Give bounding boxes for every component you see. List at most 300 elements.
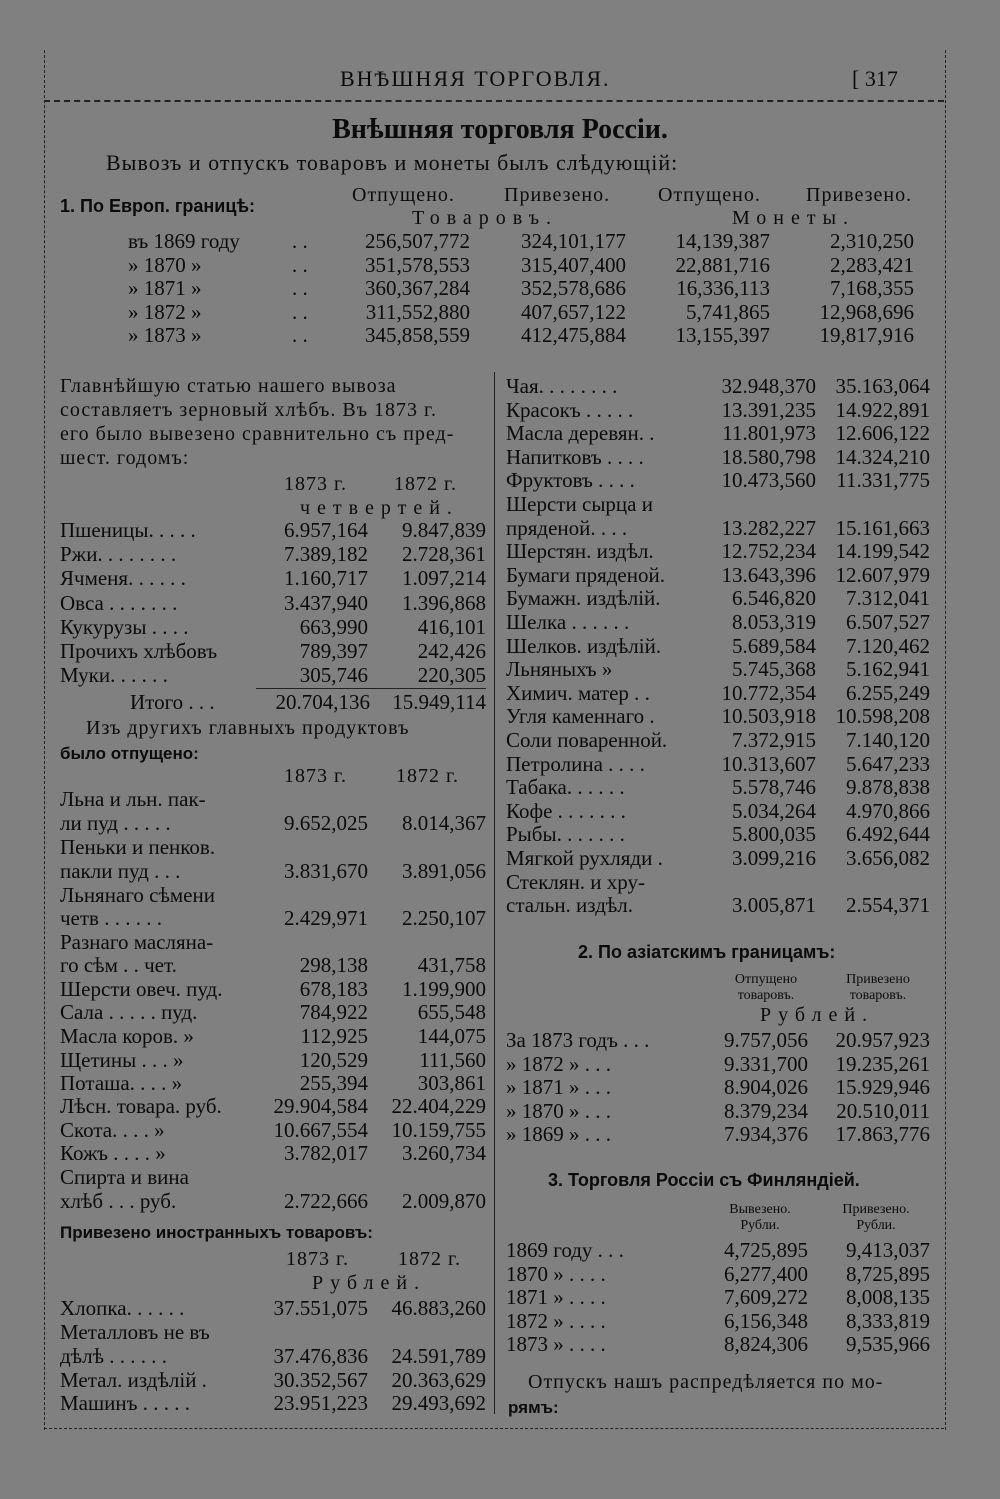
import-1873: 10.313,607 bbox=[721, 751, 816, 776]
other-row bbox=[60, 1071, 486, 1095]
out-cell: 9.757,056 bbox=[724, 1028, 808, 1052]
other-1872: 303,861 bbox=[417, 1071, 486, 1095]
import-1873: 10.473,560 bbox=[721, 468, 816, 493]
other-1873: 9.652,025 bbox=[284, 811, 368, 835]
import-label: Метал. издѣлій . bbox=[60, 1368, 207, 1392]
other-1872: 3.260,734 bbox=[402, 1141, 486, 1165]
leader-dots: . . bbox=[292, 252, 308, 277]
import-label: Кофе . . . . . . . bbox=[506, 798, 626, 823]
import-label: Мягкой рухляди . bbox=[506, 846, 663, 870]
year-cell: 1870 » . . . . bbox=[506, 1261, 606, 1286]
grain-row bbox=[60, 542, 486, 566]
grain-row bbox=[60, 518, 486, 542]
grain-total-row bbox=[130, 690, 486, 714]
import-1873: 13.282,227 bbox=[721, 515, 816, 540]
out-cell: 6,156,348 bbox=[724, 1308, 808, 1333]
other-1873: 2.429,971 bbox=[284, 906, 368, 930]
coin-out-cell: 13,155,397 bbox=[675, 323, 770, 348]
import-1872: 7.312,041 bbox=[846, 586, 930, 611]
year-cell: » 1873 » bbox=[128, 323, 202, 348]
s2-col-in bbox=[828, 972, 928, 1004]
right-import-row bbox=[506, 445, 930, 469]
section3-row bbox=[506, 1332, 930, 1356]
year-cell: » 1869 » . . . bbox=[506, 1122, 611, 1147]
other-intro-2: было отпущено: bbox=[60, 744, 199, 763]
import-label: Шелка . . . . . . bbox=[506, 610, 630, 634]
right-import-row bbox=[506, 799, 930, 823]
right-import-row bbox=[506, 492, 930, 516]
other-label: Поташа. . . . » bbox=[60, 1071, 183, 1095]
import-1873: 13.391,235 bbox=[721, 397, 816, 422]
other-1873: 255,394 bbox=[299, 1071, 368, 1095]
total-label: Итого . . . bbox=[130, 690, 215, 714]
other-label: Льна и льн. пак- bbox=[60, 787, 206, 811]
section1-row bbox=[60, 276, 940, 300]
other-label: Масла коров. » bbox=[60, 1024, 194, 1048]
in-cell: 20.510,011 bbox=[836, 1098, 930, 1123]
s1-col-coin-out: Отпущено. bbox=[658, 184, 761, 206]
grain-label: Ржи. . . . . . . . bbox=[60, 542, 177, 567]
import-1873: 11.801,973 bbox=[722, 421, 816, 446]
right-import-row bbox=[506, 728, 930, 752]
import-1873: 12.752,234 bbox=[721, 539, 816, 564]
closing-line-1: Отпускъ нашъ распредѣляется по мо- bbox=[528, 1371, 884, 1393]
coin-in-cell: 12,968,696 bbox=[819, 299, 914, 324]
intro-line: Главнѣйшую статью нашего вывоза bbox=[60, 375, 397, 397]
section2-row bbox=[506, 1122, 930, 1146]
import-1872: 12.607,979 bbox=[835, 562, 930, 587]
leader-dots: . . bbox=[292, 229, 308, 253]
other-row bbox=[60, 930, 486, 954]
goods-out-cell: 311,552,880 bbox=[365, 299, 470, 324]
other-1873: 10.667,554 bbox=[273, 1118, 368, 1142]
s3-col-out-line: Вывезено. bbox=[729, 1202, 791, 1217]
year-cell: 1869 году . . . bbox=[506, 1238, 624, 1262]
left-import-row bbox=[60, 1320, 486, 1344]
other-label: Сала . . . . . пуд. bbox=[60, 1000, 198, 1024]
import-label: Шерстян. издѣл. bbox=[506, 539, 654, 564]
import-1872: 6.492,644 bbox=[846, 822, 930, 847]
other-1873: 3.831,670 bbox=[284, 859, 368, 883]
right-import-row bbox=[506, 704, 930, 728]
right-import-row bbox=[506, 539, 930, 563]
import-label: Хлопка. . . . . . bbox=[60, 1296, 185, 1320]
in-cell: 15.929,946 bbox=[835, 1075, 930, 1100]
import-label: Шелков. издѣлій. bbox=[506, 633, 662, 658]
right-import-row bbox=[506, 563, 930, 587]
left-import-row bbox=[60, 1296, 486, 1320]
intro-line: шест. годомъ: bbox=[60, 447, 190, 469]
import-1872: 46.883,260 bbox=[391, 1296, 486, 1320]
import-label: Чая. . . . . . . . bbox=[506, 374, 618, 398]
grain-1873: 6.957,164 bbox=[284, 518, 368, 542]
other-row bbox=[60, 1048, 486, 1072]
other-1872: 8.014,367 bbox=[402, 811, 486, 835]
grain-1873: 3.437,940 bbox=[284, 590, 368, 615]
other-label: Кожъ . . . . » bbox=[60, 1141, 166, 1165]
import-label: Соли поваренной. bbox=[506, 728, 668, 752]
out-cell: 7.934,376 bbox=[724, 1122, 808, 1147]
right-import-row bbox=[506, 893, 930, 917]
year-cell: » 1872 » . . . bbox=[506, 1051, 611, 1076]
import-label: Шерсти сырца и bbox=[506, 492, 653, 516]
import-1872: 20.363,629 bbox=[391, 1368, 486, 1392]
other-row bbox=[60, 883, 486, 907]
other-label: пакли пуд . . . bbox=[60, 859, 181, 883]
import-1873: 3.005,871 bbox=[732, 893, 816, 918]
import-1872: 14.199,542 bbox=[835, 539, 930, 564]
import-1873: 5.578,746 bbox=[732, 775, 816, 800]
section2-row bbox=[506, 1075, 930, 1099]
column-divider bbox=[494, 372, 495, 1414]
in-cell: 17.863,776 bbox=[835, 1122, 930, 1147]
import-1873: 5.745,368 bbox=[732, 657, 816, 682]
grain-label: Прочихъ хлѣбовъ bbox=[60, 639, 218, 663]
leader-dots: . . bbox=[292, 323, 308, 348]
s2-col-out-line: Отпущено bbox=[734, 972, 798, 987]
other-label: Лѣсн. товара. руб. bbox=[60, 1094, 222, 1118]
grain-1873: 663,990 bbox=[299, 614, 368, 639]
import-label: Стеклян. и хру- bbox=[506, 869, 646, 894]
import-1872: 7.120,462 bbox=[846, 633, 930, 658]
other-row bbox=[60, 811, 486, 835]
section1-row bbox=[60, 323, 940, 347]
other-1872: 22.404,229 bbox=[391, 1094, 486, 1118]
other-row bbox=[60, 1165, 486, 1189]
total-rule bbox=[256, 688, 486, 689]
s1-col-goods-out: Отпущено. bbox=[352, 184, 455, 206]
other-intro-1: Изъ другихъ главныхъ продуктовъ bbox=[86, 717, 410, 739]
import-label: Машинъ . . . . . bbox=[60, 1391, 190, 1415]
coin-out-cell: 22,881,716 bbox=[675, 252, 770, 277]
leader-dots: . . bbox=[292, 299, 308, 324]
grain-1872: 1.097,214 bbox=[402, 566, 486, 591]
grain-col-1873: 1873 г. bbox=[284, 473, 347, 495]
import-unit: Рублей. bbox=[312, 1272, 427, 1294]
closing-line-2: рямъ: bbox=[508, 1398, 559, 1417]
other-1872: 10.159,755 bbox=[391, 1118, 486, 1142]
other-1872: 2.009,870 bbox=[402, 1189, 486, 1213]
s2-col-out bbox=[716, 972, 816, 1004]
right-import-row bbox=[506, 775, 930, 799]
other-1873: 678,183 bbox=[299, 977, 368, 1001]
section2-row bbox=[506, 1028, 930, 1052]
import-intro bbox=[60, 1220, 373, 1245]
grain-1873: 305,746 bbox=[299, 663, 368, 688]
in-cell: 8,008,135 bbox=[846, 1285, 930, 1310]
page-number: [ 317 bbox=[852, 66, 898, 91]
import-label: Бумаги пряденой. bbox=[506, 562, 665, 587]
closing-text bbox=[528, 1370, 883, 1394]
grain-1872: 2.728,361 bbox=[402, 542, 486, 567]
other-row bbox=[60, 1000, 486, 1024]
left-import-row bbox=[60, 1391, 486, 1415]
section3-row bbox=[506, 1262, 930, 1286]
import-label: Фруктовъ . . . . bbox=[506, 468, 635, 493]
grain-row bbox=[60, 639, 486, 663]
import-label: дѣлѣ . . . . . . bbox=[60, 1344, 167, 1368]
grain-1872: 1.396,868 bbox=[402, 590, 486, 615]
other-row bbox=[60, 787, 486, 811]
import-1873: 5.689,584 bbox=[732, 633, 816, 658]
year-cell: 1873 » . . . . bbox=[506, 1332, 606, 1357]
header-rule bbox=[44, 100, 944, 102]
import-1873: 8.053,319 bbox=[732, 610, 816, 634]
other-row bbox=[60, 859, 486, 883]
right-import-row bbox=[506, 586, 930, 610]
section3-row bbox=[506, 1238, 930, 1262]
import-1873: 10.503,918 bbox=[721, 704, 816, 729]
import-label: пряденой. . . . bbox=[506, 515, 628, 540]
grain-row bbox=[60, 566, 486, 590]
year-cell: » 1870 » . . . bbox=[506, 1098, 611, 1123]
import-label: Химич. матер . . bbox=[506, 680, 650, 705]
import-label: стальн. издѣл. bbox=[506, 893, 634, 918]
import-label: Угля каменнаго . bbox=[506, 704, 655, 729]
other-1873: 3.782,017 bbox=[284, 1141, 368, 1165]
import-1873: 3.099,216 bbox=[732, 846, 816, 870]
other-label: Шерсти овеч. пуд. bbox=[60, 977, 223, 1001]
coin-in-cell: 7,168,355 bbox=[830, 276, 914, 301]
import-label: Петролина . . . . bbox=[506, 751, 645, 776]
right-import-row bbox=[506, 822, 930, 846]
year-cell: 1872 » . . . . bbox=[506, 1308, 606, 1333]
other-label: Разнаго масляна- bbox=[60, 930, 214, 954]
out-cell: 8.379,234 bbox=[724, 1098, 808, 1123]
right-import-row bbox=[506, 870, 930, 894]
out-cell: 7,609,272 bbox=[724, 1285, 808, 1310]
other-row bbox=[60, 1189, 486, 1213]
section1-row bbox=[60, 253, 940, 277]
other-1872: 3.891,056 bbox=[402, 859, 486, 883]
coin-in-cell: 2,310,250 bbox=[830, 229, 914, 253]
import-1873: 32.948,370 bbox=[721, 374, 816, 398]
other-row bbox=[60, 1024, 486, 1048]
running-title: ВНѢШНЯЯ ТОРГОВЛЯ. bbox=[340, 66, 611, 91]
right-import-row bbox=[506, 398, 930, 422]
import-1873: 23.951,223 bbox=[273, 1391, 368, 1415]
other-1872: 144,075 bbox=[417, 1024, 486, 1048]
year-cell: За 1873 годъ . . . bbox=[506, 1028, 650, 1052]
right-import-row bbox=[506, 846, 930, 870]
s1-group-coins: Монеты. bbox=[732, 207, 856, 229]
import-1872: 5.647,233 bbox=[846, 751, 930, 776]
import-1873: 10.772,354 bbox=[721, 680, 816, 705]
other-label: Скота. . . . » bbox=[60, 1118, 165, 1142]
section1-row bbox=[60, 300, 940, 324]
leader-dots: . . bbox=[292, 276, 308, 301]
s3-col-out bbox=[710, 1202, 810, 1234]
s2-col-in-line: Привезено bbox=[846, 972, 910, 987]
grain-1872: 220,305 bbox=[417, 663, 486, 688]
section3-row bbox=[506, 1285, 930, 1309]
in-cell: 8,333,819 bbox=[846, 1308, 930, 1333]
in-cell: 9,535,966 bbox=[846, 1332, 930, 1357]
grain-1872: 9.847,839 bbox=[402, 518, 486, 542]
s2-unit: Рублей. bbox=[760, 1004, 875, 1026]
grain-1872: 416,101 bbox=[417, 614, 486, 639]
s3-col-in-line: Рубли. bbox=[856, 1218, 896, 1233]
import-1873: 13.643,396 bbox=[721, 562, 816, 587]
in-cell: 8,725,895 bbox=[846, 1261, 930, 1286]
import-1873: 37.476,836 bbox=[273, 1344, 368, 1368]
coin-in-cell: 19,817,916 bbox=[819, 323, 914, 348]
s2-col-in-line: товаровъ. bbox=[849, 988, 907, 1003]
import-1872: 6.255,249 bbox=[846, 680, 930, 705]
goods-in-cell: 315,407,400 bbox=[521, 252, 626, 277]
import-label: Масла деревян. . bbox=[506, 421, 655, 446]
other-row bbox=[60, 835, 486, 859]
section3-row bbox=[506, 1309, 930, 1333]
out-cell: 8.904,026 bbox=[724, 1075, 808, 1100]
in-cell: 9,413,037 bbox=[846, 1238, 930, 1262]
grain-col-1872: 1872 г. bbox=[394, 473, 457, 495]
out-cell: 4,725,895 bbox=[724, 1238, 808, 1262]
coin-out-cell: 16,336,113 bbox=[676, 276, 770, 301]
out-cell: 6,277,400 bbox=[724, 1261, 808, 1286]
import-1872: 29.493,692 bbox=[391, 1391, 486, 1415]
goods-in-cell: 412,475,884 bbox=[521, 323, 626, 348]
import-1872: 2.554,371 bbox=[846, 893, 930, 918]
import-1873: 6.546,820 bbox=[732, 586, 816, 611]
import-1872: 5.162,941 bbox=[846, 657, 930, 682]
other-row bbox=[60, 977, 486, 1001]
coin-in-cell: 2,283,421 bbox=[830, 252, 914, 277]
other-label: Спирта и вина bbox=[60, 1165, 189, 1189]
grain-label: Кукурузы . . . . bbox=[60, 614, 189, 639]
other-1873: 784,922 bbox=[299, 1000, 368, 1024]
right-import-row bbox=[506, 610, 930, 634]
other-col-1873: 1873 г. bbox=[284, 765, 347, 787]
import-col-1873: 1873 г. bbox=[286, 1248, 349, 1270]
left-import-row bbox=[60, 1344, 486, 1368]
year-cell: » 1871 » bbox=[128, 276, 202, 301]
section1-row bbox=[60, 229, 940, 253]
coin-out-cell: 5,741,865 bbox=[686, 299, 770, 324]
grain-1872: 242,426 bbox=[417, 639, 486, 663]
import-1872: 11.331,775 bbox=[836, 468, 930, 493]
other-1872: 2.250,107 bbox=[402, 906, 486, 930]
other-1872: 1.199,900 bbox=[402, 977, 486, 1001]
in-cell: 20.957,923 bbox=[835, 1028, 930, 1052]
in-cell: 19.235,261 bbox=[835, 1051, 930, 1076]
other-label: Льнянаго сѣмени bbox=[60, 883, 215, 907]
other-label: ли пуд . . . . . bbox=[60, 811, 171, 835]
year-cell: » 1870 » bbox=[128, 252, 202, 277]
year-cell: » 1872 » bbox=[128, 299, 202, 324]
right-import-row bbox=[506, 468, 930, 492]
grain-intro bbox=[60, 374, 490, 470]
s1-col-goods-in: Привезено. bbox=[504, 184, 611, 206]
footer-rule bbox=[44, 1428, 944, 1429]
grain-1873: 1.160,717 bbox=[284, 566, 368, 591]
total-1872: 15.949,114 bbox=[392, 690, 486, 714]
grain-label: Муки. . . . . . bbox=[60, 663, 168, 688]
other-row bbox=[60, 1118, 486, 1142]
other-label: четв . . . . . . bbox=[60, 906, 162, 930]
section1-heading: 1. По Европ. границѣ: bbox=[60, 196, 256, 216]
import-1872: 24.591,789 bbox=[391, 1344, 486, 1368]
import-1872: 12.606,122 bbox=[835, 421, 930, 446]
import-label: Красокъ . . . . . bbox=[506, 397, 634, 422]
grain-label: Овса . . . . . . . bbox=[60, 590, 178, 615]
right-import-row bbox=[506, 421, 930, 445]
import-1873: 18.580,798 bbox=[721, 444, 816, 469]
section2-row bbox=[506, 1099, 930, 1123]
year-cell: въ 1869 году bbox=[128, 229, 240, 253]
other-label: Пеньки и пенков. bbox=[60, 835, 216, 859]
out-cell: 9.331,700 bbox=[724, 1051, 808, 1076]
other-row bbox=[60, 1141, 486, 1165]
other-1873: 298,138 bbox=[299, 953, 368, 977]
grain-label: Ячменя. . . . . . bbox=[60, 566, 186, 591]
goods-out-cell: 256,507,772 bbox=[365, 229, 470, 253]
import-1872: 35.163,064 bbox=[835, 374, 930, 398]
grain-unit: четвертей. bbox=[300, 497, 459, 519]
year-cell: 1871 » . . . . bbox=[506, 1285, 606, 1310]
goods-in-cell: 407,657,122 bbox=[521, 299, 626, 324]
import-1872: 6.507,527 bbox=[846, 610, 930, 634]
s1-group-goods: Товаровъ. bbox=[412, 207, 559, 229]
import-label: Табака. . . . . . bbox=[506, 775, 625, 800]
right-import-row bbox=[506, 374, 930, 398]
grain-row bbox=[60, 663, 486, 687]
import-label: Бумажн. издѣлій. bbox=[506, 586, 661, 611]
total-1873: 20.704,136 bbox=[275, 690, 370, 714]
s3-col-in-line: Привезено. bbox=[842, 1202, 910, 1217]
s3-col-out-line: Рубли. bbox=[740, 1218, 780, 1233]
intro-line: его было вывезено сравнительно съ пред- bbox=[60, 423, 455, 445]
year-cell: » 1871 » . . . bbox=[506, 1075, 611, 1100]
goods-out-cell: 351,578,553 bbox=[365, 252, 470, 277]
right-import-row bbox=[506, 752, 930, 776]
import-1873: 5.034,264 bbox=[732, 798, 816, 823]
other-col-1872: 1872 г. bbox=[396, 765, 459, 787]
import-label: Льняныхъ » bbox=[506, 657, 613, 682]
other-1872: 431,758 bbox=[417, 953, 486, 977]
import-label: Металловъ не въ bbox=[60, 1320, 210, 1344]
section2-heading: 2. По азіатскимъ границамъ: bbox=[578, 942, 836, 962]
section3-heading: 3. Торговля Россіи съ Финляндіей. bbox=[548, 1170, 860, 1190]
other-1873: 29.904,584 bbox=[273, 1094, 368, 1118]
page-subtitle: Вывозъ и отпускъ товаровъ и монеты былъ слѣдующій: bbox=[106, 150, 679, 175]
import-1872: 10.598,208 bbox=[835, 704, 930, 729]
s1-col-coin-in: Привезено. bbox=[806, 184, 913, 206]
import-1872: 15.161,663 bbox=[835, 515, 930, 540]
other-label: го сѣм . . чет. bbox=[60, 953, 177, 977]
grain-row bbox=[60, 615, 486, 639]
other-label: Щетины . . . » bbox=[60, 1048, 184, 1072]
goods-in-cell: 352,578,686 bbox=[521, 276, 626, 301]
other-1873: 2.722,666 bbox=[284, 1189, 368, 1213]
right-import-row bbox=[506, 516, 930, 540]
coin-out-cell: 14,139,387 bbox=[675, 229, 770, 253]
right-import-row bbox=[506, 681, 930, 705]
right-import-row bbox=[506, 634, 930, 658]
other-1872: 111,560 bbox=[419, 1048, 486, 1072]
import-1873: 37.551,075 bbox=[273, 1296, 368, 1320]
goods-in-cell: 324,101,177 bbox=[521, 229, 626, 253]
right-import-row bbox=[506, 657, 930, 681]
intro-line: составляетъ зерновый хлѣбъ. Въ 1873 г. bbox=[60, 399, 437, 421]
grain-1873: 7.389,182 bbox=[284, 542, 368, 567]
out-cell: 8,824,306 bbox=[724, 1332, 808, 1357]
import-1872: 3.656,082 bbox=[846, 846, 930, 870]
import-1872: 14.922,891 bbox=[835, 397, 930, 422]
import-label: Напитковъ . . . . bbox=[506, 444, 644, 469]
goods-out-cell: 360,367,284 bbox=[365, 276, 470, 301]
import-1872: 9.878,838 bbox=[846, 775, 930, 800]
